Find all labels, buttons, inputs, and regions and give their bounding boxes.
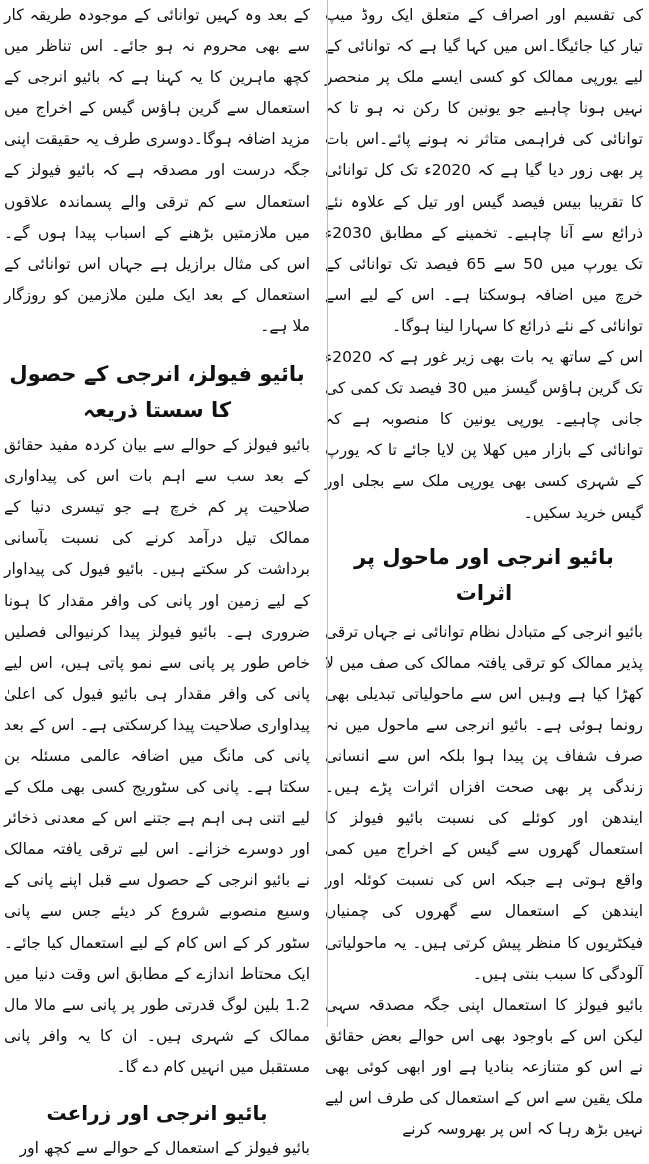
paragraph-agriculture-intro: بائیو فیولز کے استعمال کے حوالے سے کچھ اور xyxy=(19,1139,310,1157)
paragraph-roadmap: کی تقسیم اور اصراف کے متعلق ایک روڈ میپ تیار کیا جائیگا۔اس میں کہا گیا ہے کہ توانائی کے لیے یورپی ممالک کو کسی ایسے ملک پر منحصر نہیں ہونا چاہیے جو یونین کا رکن نہ ہو تا کہ توانائی کی فراہمی متاثر نہ ہونے پائے۔اس بات پر بھی زور دیا گیا ہے کہ 2020ء تک کل توانائی کا تقریبا بیس فیصد گیس اور تیل کے علاوہ نئے ذرائع سے آنا چاہیے۔ تخمینے کے مطابق 2030ء تک یورپ میں 50 سے 65 فیصد تک توانائی کے خرچ میں اضافہ ہوسکتا ہے۔ اس کے لیے اسے توانائی کے نئے ذرائع کا سہارا لینا ہوگا۔ xyxy=(325,6,643,335)
heading-bioenergy-environment: بائیو انرجی اور ماحول پر اثرات xyxy=(354,544,614,605)
paragraph-water-production: بائیو فیولز کے حوالے سے بیان کردہ مفید حقائق کے بعد سب سے اہم بات اس کی پیداواری صلاحیت پر کم خرچ ہے جو تیسری دنیا کے ممالک تیل درآمد کرنے کی نسبت بآسانی برداشت کر سکتے ہیں۔ بائیو فیول کی پیداوار کے لیے زمین اور پانی کی وافر مقدار کا ہونا ضروری ہے۔ بائیو فیولز پیدا کرنیوالی فصلیں خاص طور پر پانی سے نمو پاتی ہیں، اس لیے پانی کی وافر مقدار ہی بائیو فیول کی اعلیٰ پیداواری صلاحیت پیدا کرسکتی ہے۔ اس کے بعد پانی کی مانگ میں اضافہ عالمی مسئلہ بن سکتا ہے۔ پانی کی سٹوریج کسی بھی ملک کے لیے اتنی ہی اہم ہے جتنے اس کے معدنی ذخائر اور دوسرے خزانے۔ اس لیے ترقی یافتہ ممالک نے بائیو انرجی کے حصول سے قبل اپنے پانی کے وسیع منصوبے شروع کر دیئے جس سے پانی سٹور کر کے اس کام کے لیے استعمال کیا جائے۔ ایک محتاط اندازے کے مطابق اس وقت دنیا میں 1.2 بلین لوگ قدرتی طور پر پانی سے مالا مال ممالک کے شہری ہیں۔ ان کا یہ وافر پانی مستقبل میں انہیں کام دے گا۔ xyxy=(4,436,310,1076)
heading-cheap-energy-source: بائیو فیولز، انرجی کے حصول کا سستا ذریعہ xyxy=(9,362,305,423)
paragraph-biofuel-controversy: بائیو فیولز کا استعمال اپنی جگہ مصدقہ سہی لیکن اس کے باوجود بھی اس حوالے بعض حقائق نے اس کو متنازعہ بنادیا ہے اور ابھی کوئی بھی ملک یقین سے اس کے استعمال کی طرف اس لیے نہیں بڑھ رہا کہ اس پر بھروسہ کرنے xyxy=(325,995,643,1139)
paragraph-environment-effects: بائیو انرجی کے متبادل نظام توانائی نے جہاں ترقی پذیر ممالک کو ترقی یافتہ ممالک کی صف میں لا کھڑا کیا ہے وہیں اس سے ماحولیاتی تبدیلی بھی رونما ہوئی ہے۔ بائیو انرجی سے ماحول میں نہ صرف شفاف پن پیدا ہوا بلکہ اس سے انسانی زندگی پر بھی صحت افزاں اثرات پڑے ہیں۔ ایندھن اور کوئلے کی نسبت بائیو فیولز کا استعمال گھروں سے گیس کے اخراج میں کمی واقع ہوتی ہے جبکہ اس کی نسبت کوئلہ اور ایندھن کے استعمال سے گھروں کی چمنیاں فیکٹریوں کا منظر پیش کرتی ہیں۔ یہ ماحولیاتی آلودگی کا سبب بنتی ہیں۔ xyxy=(325,622,643,983)
column-divider xyxy=(327,0,328,1027)
paragraph-greenhouse-target: اس کے ساتھ یہ بات بھی زیر غور ہے کہ 2020ء تک گرین ہاؤس گیسز میں 30 فیصد تک کمی کی جانی چاہیے۔ یورپی یونین کا منصوبہ ہے کہ توانائی کے بازار میں کھلا پن لایا جائے تا کہ یورپ کے شہری کسی بھی یورپی ملک سے بجلی اور گیس خرید سکیں۔ xyxy=(325,348,643,522)
left-column xyxy=(4,0,310,1157)
paragraph-brazil-jobs: کے بعد وہ کہیں توانائی کے موجودہ طریقہ کار سے بھی محروم نہ ہو جائے۔ اس تناظر میں کچھ ماہرین کا یہ کہنا ہے کہ بائیو انرجی کے استعمال سے گرین ہاؤس گیس کے اخراج میں مزید اضافہ ہوگا۔دوسری طرف یہ حقیقت اپنی جگہ درست اور مصدقہ ہے کہ بائیو فیولز کے استعمال سے کم ترقی والے پسماندہ علاقوں میں ملازمتیں بڑھنے کے اسباب پیدا ہوں گے۔ اس کی مثال برازیل ہے جہاں اس توانائی کے استعمال کے بعد ایک ملین ملازمین کو روزگار ملا ہے۔ xyxy=(4,6,310,335)
heading-bioenergy-agriculture: بائیو انرجی اور زراعت xyxy=(46,1101,268,1125)
right-column xyxy=(325,0,643,1139)
